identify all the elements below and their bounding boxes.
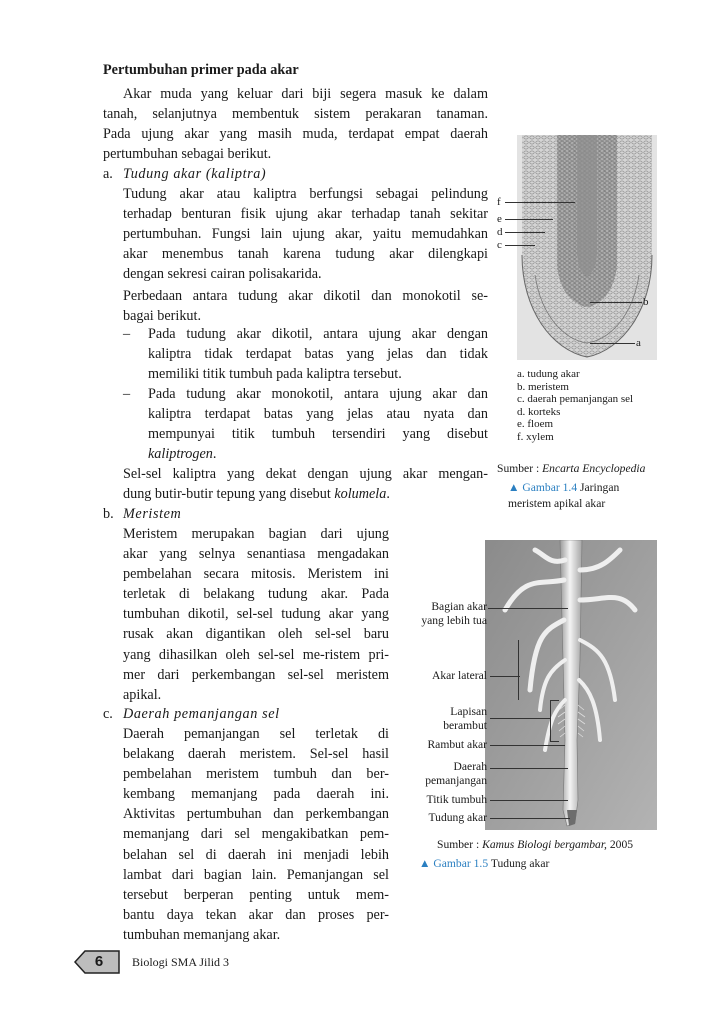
label-growth-point: Titik tumbuh [426,793,487,806]
label-line-hair-layer [490,718,550,719]
figure-2-source: Sumber : Kamus Biologi bergambar, 2005 [437,838,634,851]
item-b-marker: b. [103,506,114,522]
term-kaliptrogen: kaliptrogen [148,446,213,463]
label-line-c [505,245,535,246]
item-b-paragraph: Meristem merupakan bagian dari ujung akar yang selnya senantiasa mengadakan pembelahan secara mitosis. Meristem ini terletak di belakang tudung akar. Pada tumbuhan dikotil, sel-sel tudung akar yang rusak akan digantikan oleh sel-sel baru yang dihasilkan oleh sel-sel me-ristem pri- mer dari perkembangan sel-sel meristem apikal. [123,526,389,703]
figure-1-letter-b: b [643,296,649,308]
item-c-heading: Daerah pemanjangan sel [123,706,280,722]
item-b-heading: Meristem [123,506,182,522]
meristem-micrograph [517,135,657,360]
label-line-d [505,232,545,233]
label-lateral-root: Akar lateral [431,669,487,682]
label-root-cap: Tudung akar [428,811,487,824]
caption-marker-icon: ▲ [419,857,431,870]
label-line-e [505,219,553,220]
section-title: Pertumbuhan primer pada akar [103,62,299,78]
item-c-marker: c. [103,706,113,722]
label-line-older-root [488,608,568,609]
label-elongation-zone: Daerah pemanjangan [425,760,487,787]
figure-1-legend: a. tudung akar b. meristem c. daerah pemanjangan sel d. korteks e. floem f. xylem [517,368,634,443]
figure-2-caption: ▲ Gambar 1.5 Tudung akar [419,857,550,870]
label-line-elongation [490,768,568,769]
figure-1-letter-e: e [497,213,502,225]
root-tip-photo [485,540,657,830]
label-line-a [590,343,635,344]
label-root-hair: Rambut akar [427,738,487,751]
figure-1-caption-line-2: meristem apikal akar [508,497,606,510]
book-title: Biologi SMA Jilid 3 [132,955,230,969]
item-a-heading: Tudung akar (kaliptra) [123,166,267,182]
term-kolumela: kolumela [334,486,387,503]
dash-1-symbol: – [123,326,131,342]
dash-2-text: Pada tudung akar monokotil, antara ujung akar dan kaliptra terdapat batas yang jelas atau nyata dan mempunyai titik tumbuh tersendiri yang disebut kaliptrogen. [148,386,488,463]
item-c-paragraph: Daerah pemanjangan sel terletak di belakang daerah meristem. Sel-sel hasil pembelahan meristem tumbuh dan ber- kembang memanjang pada daerah ini. Aktivitas pertumbuhan dan perkembangan memanjang dari sel mengakibatkan pem- belahan sel di daerah ini menjadi lebih lambat dari bagian lain. Pemanjangan sel tersebut berperan penting untuk mem- bantu daya tekan akar dan proses per- tumbuhan memanjang akar. [123,726,389,943]
item-a-marker: a. [103,166,113,182]
item-a-paragraph-2: Perbedaan antara tudung akar dikotil dan monokotil se- bagai berikut. [123,288,488,325]
figure-1-letter-d: d [497,226,503,238]
item-a-paragraph-1: Tudung akar atau kaliptra berfungsi sebagai pelindung terhadap benturan fisik ujung akar terhadap tanah sekitar pertumbuhan. Fungsi lain ujung akar, yaitu memudahkan akar menembus tanah karena tudung akar dilengkapi dengan sekresi cairan polisakarida. [123,186,488,283]
bracket-lateral [518,640,519,700]
label-line-root-cap [490,818,570,819]
page-number-badge [73,950,121,974]
page-number: 6 [94,953,104,970]
dash-2-symbol: – [123,386,131,402]
label-older-root: Bagian akar yang lebih tua [421,600,487,627]
figure-1-letter-f: f [497,196,501,208]
figure-1-caption: ▲ Gambar 1.4 Jaringan [508,481,620,494]
label-hair-layer: Lapisan berambut [443,705,487,732]
label-line-root-hair [490,745,565,746]
figure-1-letter-a: a [636,337,641,349]
item-a-paragraph-3: Sel-sel kaliptra yang dekat dengan ujung akar mengan- dung butir-butir tepung yang disebut kolumela. [123,466,488,503]
dash-1-text: Pada tudung akar dikotil, antara ujung akar dengan kaliptra tidak terdapat batas yang jelas dan tidak memiliki titik tumbuh pada kaliptra tersebut. [148,326,488,383]
figure-1-source: Sumber : Encarta Encyclopedia [497,462,646,475]
figure-1-letter-c: c [497,239,502,251]
label-line-f [505,202,575,203]
label-line-b [590,302,642,303]
label-line-lateral [490,676,520,677]
intro-paragraph: Akar muda yang keluar dari biji segera masuk ke dalam tanah, selanjutnya membentuk sistem perakaran tanaman. Pada ujung akar yang masih muda, terdapat empat daerah pertumbuhan sebagai berikut. [103,86,488,163]
label-line-growth-point [490,800,568,801]
caption-marker-icon: ▲ [508,481,520,494]
bracket-hair-layer [550,700,559,742]
